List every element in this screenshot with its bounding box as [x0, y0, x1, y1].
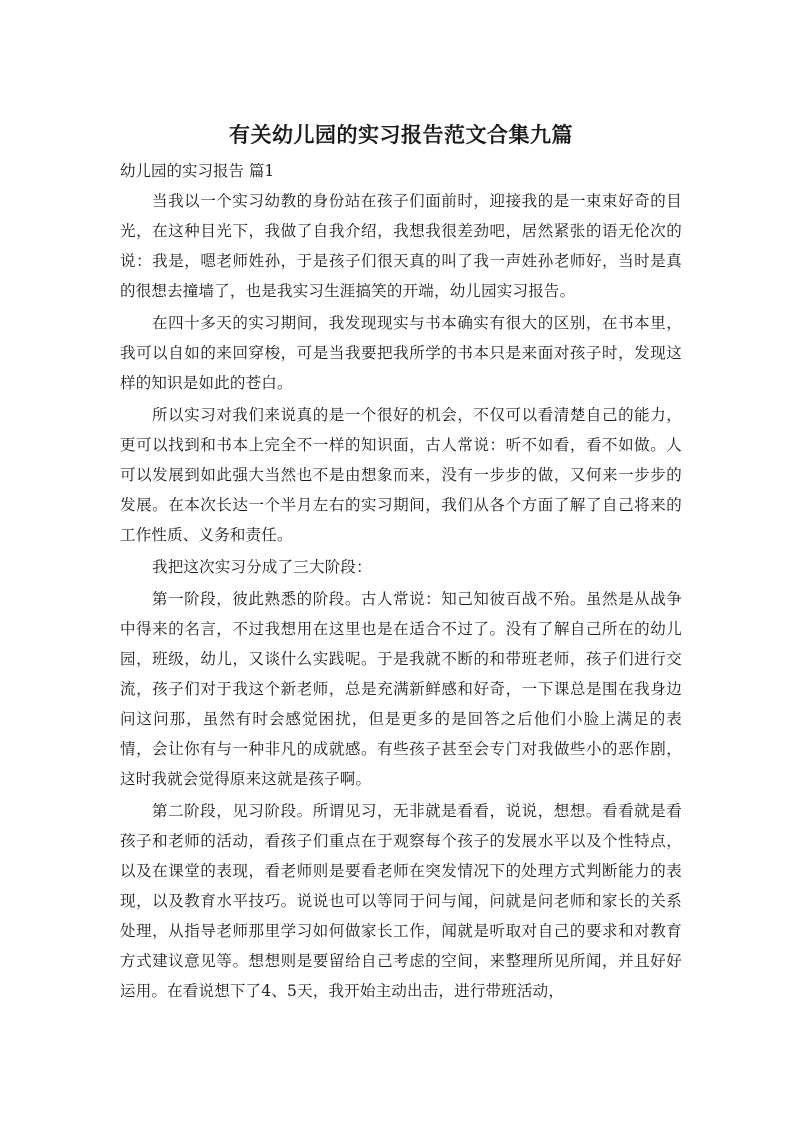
paragraph: 我把这次实习分成了三大阶段： — [152, 558, 372, 576]
paragraph: 在四十多天的实习期间，我发现现实与书本确实有很大的区别，在书本里，我可以自如的来回穿梭，可是当我要把我所学的书本只是来面对孩子时，发现这样的知识是如此的苍白。 — [120, 314, 682, 392]
paragraph: 第一阶段，彼此熟悉的阶段。古人常说：知己知彼百战不殆。虽然是从战争中得来的名言，不过我想用在这里也是在适合不过了。没有了解自己所在的幼儿园，班级，幼儿，又谈什么实践呢。于是我就不断的和带班老师，孩子们进行交流，孩子们对于我这个新老师，总是充满新鲜感和好奇，一下课总是围在我身边问这问那，虽然有时会感觉困扰，但是更多的是回答之后他们小脸上满足的表情，会让你有与一种非凡的成就感。有些孩子甚至会专门对我做些小的恶作剧，这时我就会觉得原来这就是孩子啊。 — [120, 590, 682, 788]
paragraph: 当我以一个实习幼教的身份站在孩子们面前时，迎接我的是一束束好奇的目光，在这种目光下，我做了自我介绍，我想我很差劲吧，居然紧张的语无伦次的说：我是，嗯老师姓孙，于是孩子们很天真的叫了我一声姓孙老师好，当时是真的很想去撞墙了，也是我实习生涯搞笑的开端，幼儿园实习报告。 — [120, 192, 682, 300]
paragraph: 所以实习对我们来说真的是一个很好的机会，不仅可以看清楚自己的能力，更可以找到和书本上完全不一样的知识面，古人常说：听不如看，看不如做。人可以发展到如此强大当然也不是由想象而来，没有一步步的做，又何来一步步的发展。在本次长达一个半月左右的实习期间，我们从各个方面了解了自己将来的工作性质、义务和责任。 — [120, 406, 682, 544]
document-title: 有关幼儿园的实习报告范文合集九篇 — [229, 123, 573, 147]
paragraph: 第二阶段，见习阶段。所谓见习，无非就是看看，说说，想想。看看就是看孩子和老师的活动，看孩子们重点在于观察每个孩子的发展水平以及个性特点，以及在课堂的表现，看老师则是要看老师在突发情况下的处理方式判断能力的表现，以及教育水平技巧。说说也可以等同于问与闻，问就是问老师和家长的关系处理，从指导老师那里学习如何做家长工作，闻就是听取对自己的要求和对教育方式建议意见等。想想则是要留给自己考虑的空间，来整理所见所闻，并且好好运用。在看说想下了4、5天，我开始主动出击，进行带班活动， — [120, 802, 682, 1000]
section-heading: 幼儿园的实习报告 篇1 — [120, 162, 275, 180]
